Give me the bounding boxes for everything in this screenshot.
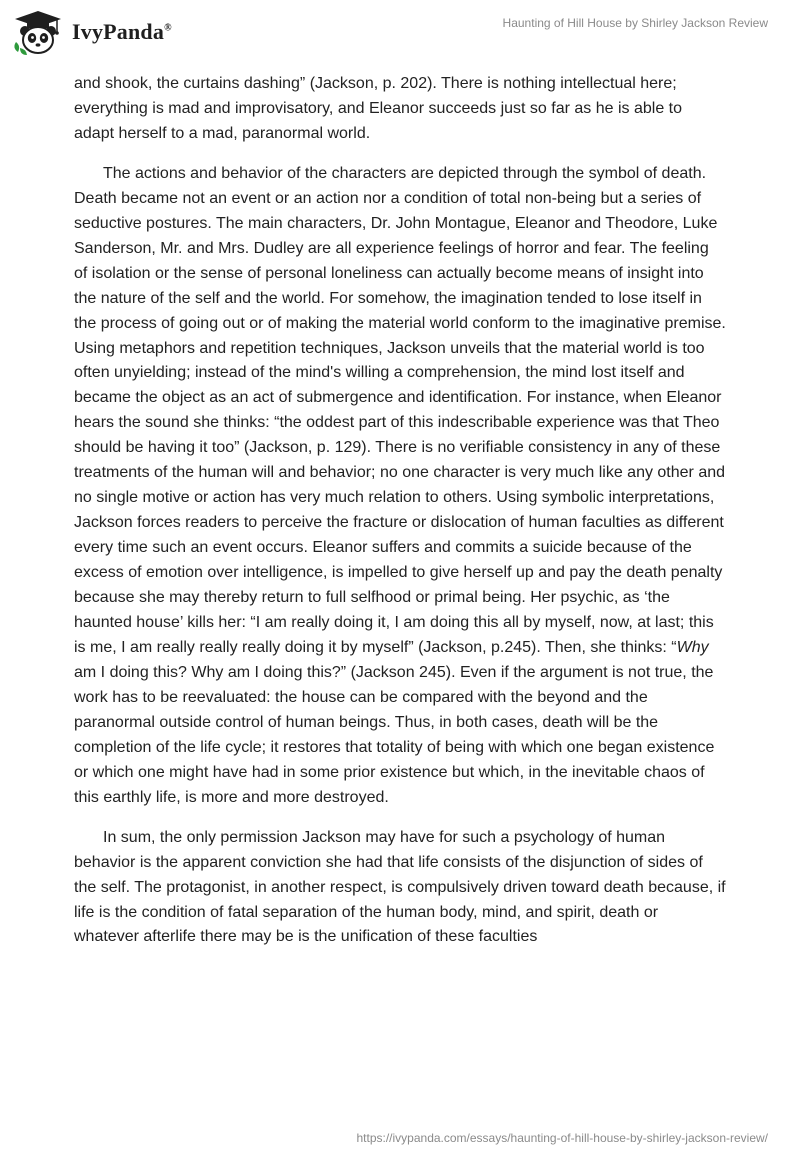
paragraph-2-italic-word: Why (676, 638, 709, 656)
source-url[interactable]: https://ivypanda.com/essays/haunting-of-hill-house-by-shirley-jackson-review/ (356, 1131, 768, 1145)
paragraph-1: and shook, the curtains dashing” (Jackson, p. 202). There is nothing intellectual here; everything is mad and improvisatory, and Eleanor succeeds just so far as he is able to adapt herself to a mad, paranormal world. (74, 75, 683, 142)
paragraph-gap (74, 811, 726, 826)
paragraph-3: In sum, the only permission Jackson may have for such a psychology of human behavior is the apparent conviction she had that life consists of the disjunction of sides of the self. The protagonist, in another respect, is compulsively driven toward death because, if life is the condition of fatal separation of the human body, mind, and spirit, death or whatever afterlife there may be is the unification of these faculties (74, 828, 726, 946)
paragraph-gap (74, 147, 726, 162)
essay-body (74, 72, 726, 950)
paragraph-2-text-a: The actions and behavior of the characters are depicted through the symbol of death. Death became not an event or an action nor a condition of total non-being but a series of seductive postures. The main characters, Dr. John Montague, Eleanor and Theodore, Luke Sanderson, Mr. and Mrs. Dudley are all experience feelings of horror and fear. The feeling of isolation or the sense of personal loneliness can actually become means of insight into the nature of the self and the world. For somehow, the imagination tended to lose itself in the process of going out or of making the material world conform to the imaginative premise. Using metaphors and repetition techniques, Jackson unveils that the material world is too often unyielding; instead of the mind's willing a comprehension, the mind lost itself and became the object as an act of submergence and identification. For instance, when Eleanor hears the sound she thinks: “the oddest part of this indescribable experience was that Theo should be having it too” (Jackson, p. 129). There is no verifiable consistency in any of these treatments of the human will and behavior; no one character is very much like any other and no single motive or action has very much relation to others. Using symbolic interpretations, Jackson forces readers to perceive the fracture or dislocation of human faculties as different every time such an event occurs. Eleanor suffers and commits a suicide because of the excess of emotion over intelligence, is impelled to give herself up and pay the death penalty because she may thereby return to full selfhood or primal being. Her psychic, as ‘the haunted house’ kills her: “I am really doing it, I am doing this all by myself, now, at last; this is me, I am really really really doing it by myself” (Jackson, p.245). Then, she thinks: “ (74, 164, 726, 656)
brand-name (72, 19, 172, 45)
panda-graduation-cap-icon (12, 8, 64, 56)
paragraph-2 (74, 162, 726, 811)
ivypanda-logo[interactable] (12, 8, 172, 56)
registered-mark: ® (164, 22, 172, 34)
page-header (0, 0, 800, 70)
brand-name-text: IvyPanda (72, 19, 165, 44)
document-title: Haunting of Hill House by Shirley Jackson Review (502, 16, 768, 30)
paragraph-2-text-b: am I doing this? Why am I doing this?” (Jackson 245). Even if the argument is not true, the work has to be reevaluated: the house can be compared with the beyond and the paranormal outside control of human beings. Thus, in both cases, death will be the completion of the life cycle; it restores that totality of being with which one began existence or which one might have had in some prior existence but which, in the inevitable chaos of this earthly life, is more and more destroyed. (74, 663, 715, 806)
